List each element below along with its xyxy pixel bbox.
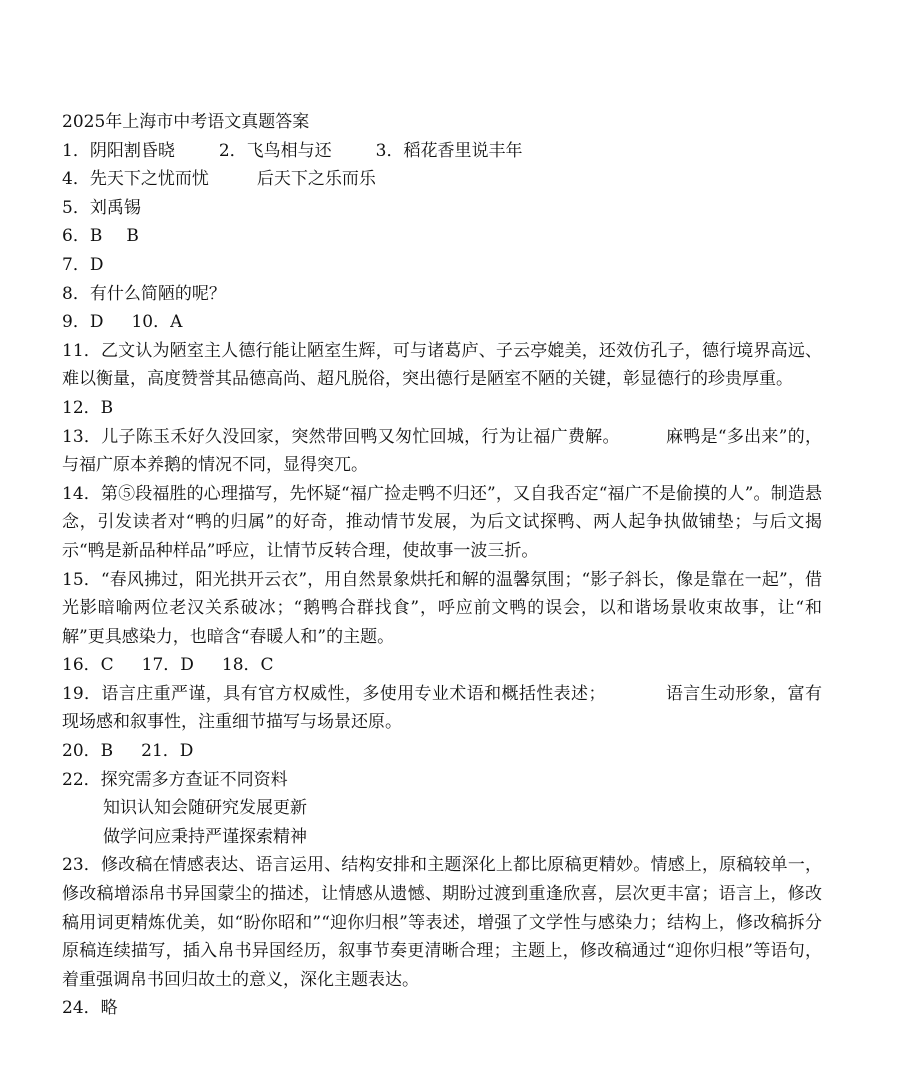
answer-13-part-2: 麻鸭是“多出来”的，与福广原本养鹅的情况不同，显得突兀。 xyxy=(62,426,822,476)
answer-16: 16．C xyxy=(62,655,114,676)
answer-8: 8．有什么简陋的呢？ xyxy=(62,283,226,304)
answer-row-20-21 xyxy=(62,737,822,766)
answer-13 xyxy=(62,423,822,480)
answer-21: 21．D xyxy=(141,741,194,762)
answer-1: 1．阴阳割昏晓 xyxy=(62,140,175,161)
answer-row-9-10 xyxy=(62,308,822,337)
answer-19-part-2: 语言生动形象，富有现场感和叙事性，注重细节描写与场景还原。 xyxy=(62,683,822,733)
answer-14: 14．第⑤段福胜的心理描写，先怀疑“福广捡走鸭不归还”，又自我否定“福广不是偷摸的人”。制造悬念，引发读者对“鸭的归属”的好奇，推动情节发展，为后文试探鸭、两人起争执做铺垫；与后文揭示“鸭是新品种样品”呼应，让情节反转合理，使故事一波三折。 xyxy=(62,483,822,561)
answer-15: 15．“春风拂过，阳光拱开云衣”，用自然景象烘托和解的温馨氛围；“影子斜长，像是靠在一起”，借光影暗喻两位老汉关系破冰；“鹅鸭合群找食”，呼应前文鸭的误会，以和谐场景收束故事，让“和解”更具感染力，也暗含“春暖人和”的主题。 xyxy=(62,569,822,647)
answer-19-part-1: 19．语言庄重严谨，具有官方权威性，多使用专业术语和概括性表述； xyxy=(62,683,606,704)
answer-5: 5．刘禹锡 xyxy=(62,197,141,218)
answer-row-16-18 xyxy=(62,651,822,680)
answer-2: 2．飞鸟相与还 xyxy=(218,140,332,161)
answer-13-part-1: 13．儿子陈玉禾好久没回家，突然带回鸭又匆忙回城，行为让福广费解。 xyxy=(62,426,620,447)
answer-row-6 xyxy=(62,222,822,251)
answer-11: 11．乙文认为陋室主人德行能让陋室生辉，可与诸葛庐、子云亭媲美，还效仿孔子，德行境界高远、难以衡量，高度赞誉其品德高尚、超凡脱俗，突出德行是陋室不陋的关键，彰显德行的珍贵厚重。 xyxy=(62,340,822,390)
answer-4-part-2: 后天下之乐而乐 xyxy=(256,169,376,190)
answer-4-part-1: 4．先天下之忧而忧 xyxy=(62,169,209,190)
answer-18: 18．C xyxy=(221,655,274,676)
answer-6-part-1: 6．B xyxy=(62,226,103,247)
answer-document xyxy=(62,108,822,1023)
answer-24: 24．略 xyxy=(62,998,118,1019)
answer-22-line-2: 知识认知会随研究发展更新 xyxy=(103,798,307,819)
answer-22-line-3: 做学问应秉持严谨探索精神 xyxy=(103,826,307,847)
answer-17: 17．D xyxy=(141,655,194,676)
answer-9: 9．D xyxy=(62,312,104,333)
answer-12: 12．B xyxy=(62,397,114,418)
answer-20: 20．B xyxy=(62,741,114,762)
document-title: 2025年上海市中考语文真题答案 xyxy=(62,112,310,132)
answer-23: 23．修改稿在情感表达、语言运用、结构安排和主题深化上都比原稿更精妙。情感上，原稿较单一，修改稿增添帛书异国蒙尘的描述，让情感从遗憾、期盼过渡到重逢欣喜，层次更丰富；语言上，修改稿用词更精炼优美，如“盼你昭和”“迎你归根”等表述，增强了文学性与感染力；结构上，修改稿拆分原稿连续描写，插入帛书异国经历，叙事节奏更清晰合理；主题上，修改稿通过“迎你归根”等语句，着重强调帛书回归故土的意义，深化主题表达。 xyxy=(62,855,822,990)
answer-row-4 xyxy=(62,165,822,194)
answer-row-1-3 xyxy=(62,137,822,166)
answer-22-line-1: 22．探究需多方查证不同资料 xyxy=(62,769,288,790)
answer-6-part-2: B xyxy=(126,226,139,247)
answer-19 xyxy=(62,680,822,737)
answer-7: 7．D xyxy=(62,254,104,275)
answer-3: 3．稻花香里说丰年 xyxy=(375,140,523,161)
answer-10: 10．A xyxy=(131,312,183,333)
